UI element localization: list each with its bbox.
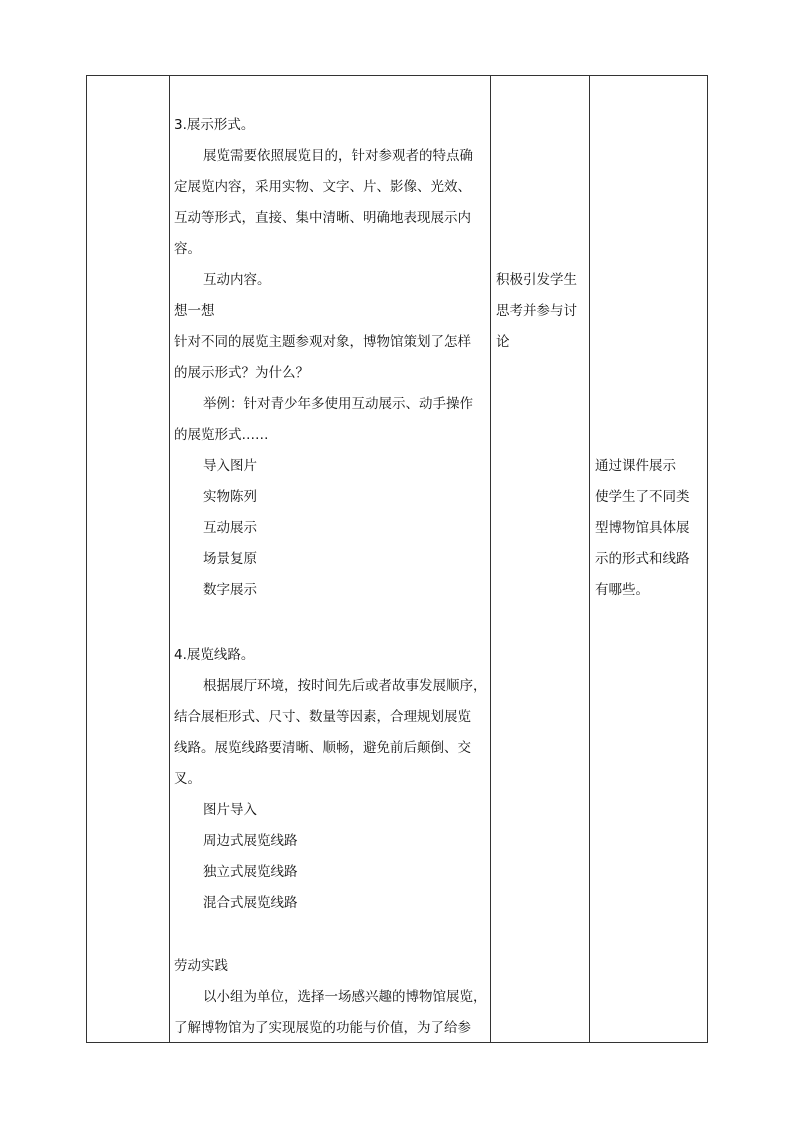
content-line: 的展览形式…… bbox=[174, 427, 269, 443]
content-line: 混合式展览线路 bbox=[203, 895, 298, 911]
content-line: 劳动实践 bbox=[174, 958, 228, 974]
content-line: 场景复原 bbox=[203, 551, 257, 567]
student-activity-cell bbox=[491, 76, 589, 1042]
content-line: 4.展览线路。 bbox=[174, 647, 255, 663]
content-line: 叉。 bbox=[174, 771, 201, 787]
content-line: 结合展柜形式、尺寸、数量等因素，合理规划展览 bbox=[174, 709, 471, 725]
content-line: 数字展示 bbox=[203, 582, 257, 598]
content-line: 3.展示形式。 bbox=[174, 117, 255, 133]
content-line: 举例：针对青少年多使用互动展示、动手操作 bbox=[203, 396, 473, 412]
content-line: 实物陈列 bbox=[203, 489, 257, 505]
content-line: 容。 bbox=[174, 241, 201, 257]
content-line: 线路。展览线路要清晰、顺畅，避免前后颠倒、交 bbox=[174, 740, 471, 756]
content-line: 导入图片 bbox=[203, 458, 257, 474]
content-line: 根据展厅环境，按时间先后或者故事发展顺序， bbox=[203, 678, 487, 694]
intent-line: 使学生了不同类 bbox=[595, 489, 690, 505]
content-line: 以小组为单位，选择一场感兴趣的博物馆展览， bbox=[203, 989, 487, 1005]
content-line: 针对不同的展览主题参观对象，博物馆策划了怎样 bbox=[174, 334, 471, 350]
activity-line: 论 bbox=[496, 334, 510, 350]
content-line: 独立式展览线路 bbox=[203, 864, 298, 880]
intent-line: 示的形式和线路 bbox=[595, 551, 690, 567]
teaching-content-cell bbox=[170, 76, 490, 1042]
content-line: 图片导入 bbox=[203, 802, 257, 818]
content-line: 了解博物馆为了实现展览的功能与价值，为了给参 bbox=[174, 1020, 471, 1036]
content-line: 周边式展览线路 bbox=[203, 833, 298, 849]
empty-cell bbox=[87, 76, 169, 1042]
content-line: 互动等形式，直接、集中清晰、明确地表现展示内 bbox=[174, 210, 471, 226]
content-line: 展览需要依照展览目的，针对参观者的特点确 bbox=[203, 148, 473, 164]
content-line: 定展览内容，采用实物、文字、片、影像、光效、 bbox=[174, 179, 471, 195]
lesson-table bbox=[86, 75, 708, 1043]
content-line: 想一想 bbox=[174, 303, 215, 319]
design-intent-cell bbox=[590, 76, 708, 1042]
activity-line: 思考并参与讨 bbox=[496, 303, 577, 319]
intent-line: 通过课件展示 bbox=[595, 458, 676, 474]
activity-line: 积极引发学生 bbox=[496, 272, 577, 288]
content-line: 互动展示 bbox=[203, 520, 257, 536]
content-line: 的展示形式？为什么？ bbox=[174, 365, 309, 381]
intent-line: 有哪些。 bbox=[595, 582, 649, 598]
content-line: 互动内容。 bbox=[203, 272, 271, 288]
intent-line: 型博物馆具体展 bbox=[595, 520, 690, 536]
